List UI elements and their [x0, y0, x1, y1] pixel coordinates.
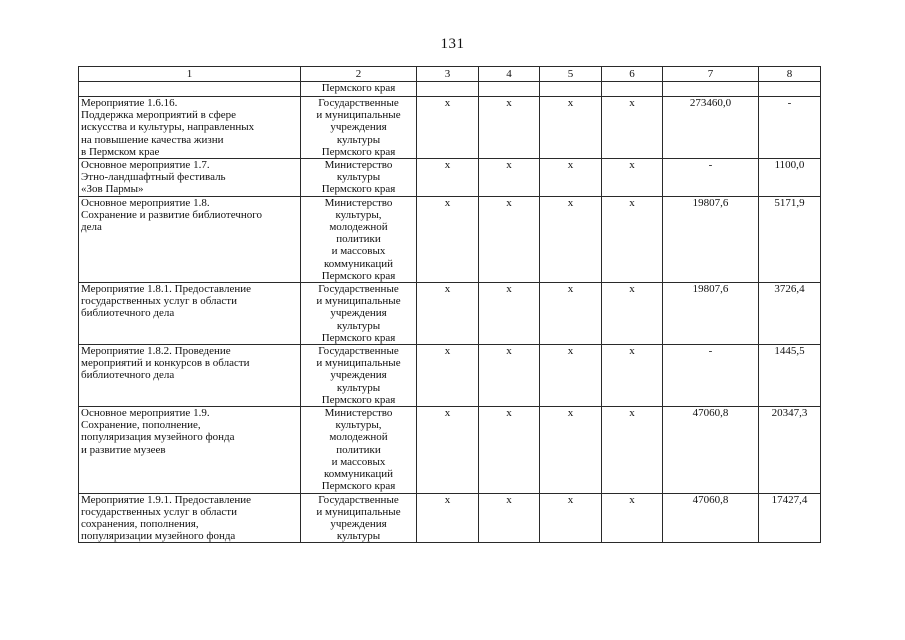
- activity-cell: Основное мероприятие 1.9. Сохранение, пополнение, популяризация музейного фонда и развитие музеев: [79, 407, 301, 493]
- executor-cell: Министерство культуры Пермского края: [301, 159, 417, 197]
- executor-cell: Государственные и муниципальные учреждения культуры Пермского края: [301, 283, 417, 345]
- col8-value-cell: 17427,4: [759, 493, 821, 543]
- col5-cell: х: [540, 407, 602, 493]
- col6-cell: х: [602, 196, 663, 282]
- header-cell-2: 2: [301, 67, 417, 82]
- header-cell-6: 6: [602, 67, 663, 82]
- executor-cell: Министерство культуры, молодежной политики и массовых коммуникаций Пермского края: [301, 196, 417, 282]
- col5-cell: х: [540, 283, 602, 345]
- table-row: [79, 493, 821, 543]
- col6-cell: х: [602, 159, 663, 197]
- col3-cell: х: [417, 493, 479, 543]
- activity-cell: Основное мероприятие 1.8. Сохранение и развитие библиотечного дела: [79, 196, 301, 282]
- table-row: [79, 82, 821, 97]
- col7-value-cell: 47060,8: [663, 407, 759, 493]
- col4-cell: х: [479, 493, 540, 543]
- header-cell-7: 7: [663, 67, 759, 82]
- col8-value-cell: 1445,5: [759, 345, 821, 407]
- activity-cell: Мероприятие 1.8.2. Проведение мероприятий и конкурсов в области библиотечного дела: [79, 345, 301, 407]
- col7-value-cell: -: [663, 345, 759, 407]
- table-row: [79, 283, 821, 345]
- col4-cell: х: [479, 159, 540, 197]
- col4-cell: х: [479, 283, 540, 345]
- col4-cell: х: [479, 97, 540, 159]
- activity-cell: Мероприятие 1.6.16. Поддержка мероприятий в сфере искусства и культуры, направленных на повышение качества жизни в Пермском крае: [79, 97, 301, 159]
- header-cell-4: 4: [479, 67, 540, 82]
- activity-cell: Мероприятие 1.9.1. Предоставление государственных услуг в области сохранения, пополнения, популяризации музейного фонда: [79, 493, 301, 543]
- col6-cell: х: [602, 345, 663, 407]
- col5-cell: [540, 82, 602, 97]
- col6-cell: х: [602, 407, 663, 493]
- budget-table: [78, 66, 821, 543]
- header-cell-1: 1: [79, 67, 301, 82]
- col8-value-cell: 3726,4: [759, 283, 821, 345]
- executor-cell: Государственные и муниципальные учреждения культуры Пермского края: [301, 97, 417, 159]
- col4-cell: х: [479, 407, 540, 493]
- col4-cell: х: [479, 345, 540, 407]
- col4-cell: х: [479, 196, 540, 282]
- col5-cell: х: [540, 493, 602, 543]
- col3-cell: х: [417, 345, 479, 407]
- col8-value-cell: 1100,0: [759, 159, 821, 197]
- col7-value-cell: 47060,8: [663, 493, 759, 543]
- executor-cell: Государственные и муниципальные учреждения культуры: [301, 493, 417, 543]
- col3-cell: х: [417, 159, 479, 197]
- col3-cell: х: [417, 407, 479, 493]
- table-row: [79, 97, 821, 159]
- col8-value-cell: -: [759, 97, 821, 159]
- col6-cell: х: [602, 283, 663, 345]
- header-row: [79, 67, 821, 82]
- executor-cell: Пермского края: [301, 82, 417, 97]
- col3-cell: [417, 82, 479, 97]
- col7-value-cell: [663, 82, 759, 97]
- table-row: [79, 345, 821, 407]
- col6-cell: х: [602, 97, 663, 159]
- table-header: [79, 67, 821, 82]
- col7-value-cell: -: [663, 159, 759, 197]
- col8-value-cell: 5171,9: [759, 196, 821, 282]
- executor-cell: Министерство культуры, молодежной политики и массовых коммуникаций Пермского края: [301, 407, 417, 493]
- col6-cell: х: [602, 493, 663, 543]
- activity-cell: Основное мероприятие 1.7. Этно-ландшафтный фестиваль «Зов Пармы»: [79, 159, 301, 197]
- header-cell-8: 8: [759, 67, 821, 82]
- table-row: [79, 196, 821, 282]
- col5-cell: х: [540, 159, 602, 197]
- col3-cell: х: [417, 97, 479, 159]
- col3-cell: х: [417, 196, 479, 282]
- table-row: [79, 407, 821, 493]
- activity-cell: Мероприятие 1.8.1. Предоставление государственных услуг в области библиотечного дела: [79, 283, 301, 345]
- table-row: [79, 159, 821, 197]
- col5-cell: х: [540, 97, 602, 159]
- activity-cell: [79, 82, 301, 97]
- header-cell-5: 5: [540, 67, 602, 82]
- col8-value-cell: 20347,3: [759, 407, 821, 493]
- col3-cell: х: [417, 283, 479, 345]
- col6-cell: [602, 82, 663, 97]
- col4-cell: [479, 82, 540, 97]
- col7-value-cell: 273460,0: [663, 97, 759, 159]
- col8-value-cell: [759, 82, 821, 97]
- page-number: 131: [440, 36, 465, 52]
- col5-cell: х: [540, 196, 602, 282]
- executor-cell: Государственные и муниципальные учреждения культуры Пермского края: [301, 345, 417, 407]
- col5-cell: х: [540, 345, 602, 407]
- header-cell-3: 3: [417, 67, 479, 82]
- col7-value-cell: 19807,6: [663, 283, 759, 345]
- col7-value-cell: 19807,6: [663, 196, 759, 282]
